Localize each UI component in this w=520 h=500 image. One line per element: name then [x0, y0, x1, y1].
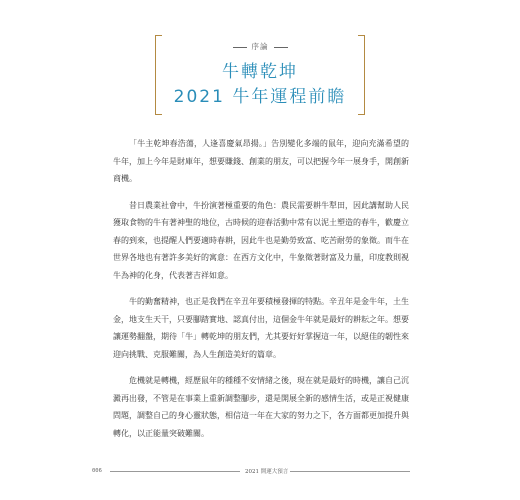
page-subtitle: 2021 牛年運程前瞻	[173, 87, 347, 107]
section-label-text: 序論	[251, 42, 269, 51]
paragraph-3: 牛的勤奮精神，也正是我們在辛丑年要積極發揮的特點。辛丑年是金牛年，土生金，地支生天干，只要腳踏實地、認真付出，這個金牛年就是最好的耕耘之年。想要讓運勢翻盤，期待「牛」轉乾坤的朋友們，尤其要好好掌握這一年，以絕佳的韌性來迎向挑戰、克服難關，為人生創造美好的篇章。	[113, 297, 409, 359]
title-frame	[155, 35, 365, 115]
section-label	[155, 41, 365, 52]
footer-rule-right	[290, 471, 410, 472]
page-title: 牛轉乾坤	[222, 62, 298, 82]
body-text	[113, 135, 409, 442]
dash-left	[233, 47, 247, 48]
running-title: 2021 開運大預言	[245, 469, 289, 475]
paragraph-1: 「牛主乾坤春浩蕩，人逢喜慶氣昂揚。」告別變化多端的鼠年，迎向充滿希望的牛年，加上今年是財庫年，想要賺錢、創業的朋友，可以把握今年一展身手，開創新商機。	[113, 139, 409, 183]
paragraph-2: 昔日農業社會中，牛扮演著極重要的角色：農民需要耕牛犁田，因此講幫助人民獲取食物的牛有著神聖的地位，古時候的迎春活動中常有以泥土塑造的春牛，歡慶立春的到來，也提醒人們要適時春耕，因此牛也是勤勞致富、吃苦耐勞的象徵。而牛在世界各地也有著許多美好的寓意：在西方文化中，牛象徵著財富及力量，印度教則視牛為神的化身，代表著吉祥如意。	[113, 200, 409, 280]
dash-right	[274, 47, 288, 48]
page-number: 006	[92, 468, 102, 474]
paragraph-4: 危機就是轉機，經歷鼠年的種種不安情緒之後，現在就是最好的時機，讓自己沉澱再出發，不管是在事業上重新調整腳步，還是開展全新的感情生活，或是正視健康問題，調整自己的身心靈狀態，相信這一年在大家的努力之下，各方面都更加提升與轉化，以正能量突破難關。	[113, 376, 409, 438]
footer-rule-left	[110, 471, 240, 472]
